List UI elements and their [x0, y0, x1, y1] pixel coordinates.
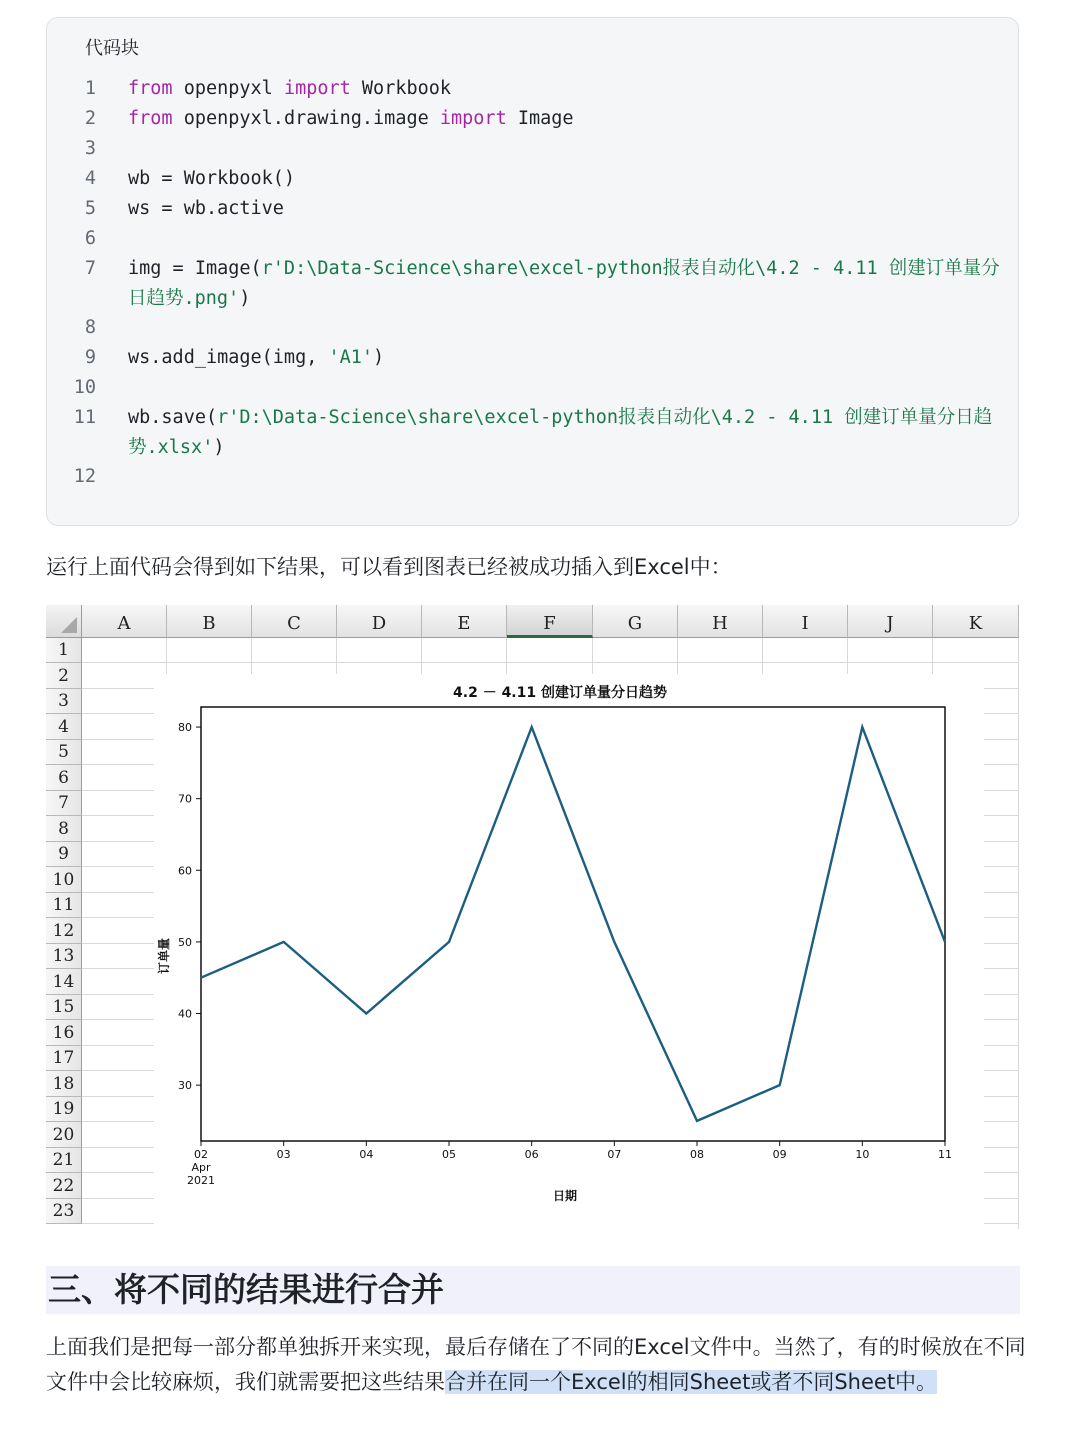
column-header-g[interactable]: G [593, 605, 678, 638]
x-axis-label: 日期 [552, 1189, 578, 1203]
x-tick-label: 11 [938, 1148, 952, 1161]
row-header-20[interactable]: 20 [46, 1122, 82, 1148]
code-block [46, 17, 1019, 526]
code-text: from openpyxl import Workbook [128, 78, 452, 99]
inserted-chart[interactable] [154, 674, 984, 1229]
line-number: 7 [84, 258, 96, 279]
row-header-9[interactable]: 9 [46, 842, 82, 867]
merge-description [46, 1330, 1026, 1400]
series-line [201, 727, 945, 1121]
code-line [47, 134, 1018, 164]
code-line [47, 74, 1018, 104]
chart-title: 4.2 － 4.11 创建订单量分日趋势 [453, 685, 667, 701]
x-tick-sublabel: Apr [191, 1161, 211, 1174]
line-number: 2 [84, 108, 96, 129]
row-header-16[interactable]: 16 [46, 1020, 82, 1046]
x-tick-sublabel: 2021 [187, 1174, 215, 1187]
line-number: 6 [84, 228, 96, 249]
row-header-7[interactable]: 7 [46, 791, 82, 816]
row-header-3[interactable]: 3 [46, 689, 82, 714]
column-header-b[interactable]: B [167, 605, 252, 638]
excel-sheet [46, 605, 1019, 1229]
x-tick-label: 09 [772, 1148, 787, 1161]
x-tick-label: 04 [359, 1148, 374, 1161]
y-tick-label: 30 [178, 1079, 192, 1093]
code-line [47, 224, 1018, 254]
line-number: 5 [84, 198, 96, 219]
code-text: ws = wb.active [128, 198, 284, 219]
row-header-12[interactable]: 12 [46, 918, 82, 944]
y-tick-label: 60 [178, 864, 192, 878]
result-description: 运行上面代码会得到如下结果，可以看到图表已经被成功插入到Excel中： [46, 555, 732, 579]
line-number: 10 [73, 377, 96, 398]
row-header-13[interactable]: 13 [46, 944, 82, 969]
highlighted-text: 合并在同一个Excel的相同Sheet或者不同Sheet中。 [445, 1370, 938, 1394]
column-header-f[interactable]: F [507, 605, 593, 638]
merge-description-text: 上面我们是把每一部分都单独拆开来实现，最后存储在了不同的Excel文件中。当然了，有的时候放在不同文件中会比较麻烦，我们就需要把这些结果 [46, 1335, 1026, 1394]
line-number: 1 [84, 78, 96, 99]
code-text: ws.add_image(img, 'A1') [128, 347, 385, 368]
row-header-1[interactable]: 1 [46, 638, 82, 663]
column-header-k[interactable]: K [933, 605, 1019, 638]
row-header-18[interactable]: 18 [46, 1071, 82, 1097]
column-header-c[interactable]: C [252, 605, 337, 638]
select-all-corner[interactable] [46, 605, 82, 638]
code-text: img = Image(r'D:\Data-Science\share\excel-python报表自动化\4.2 - 4.11 创建订单量分 日趋势.png') [128, 258, 1000, 309]
column-header-h[interactable]: H [678, 605, 763, 638]
plot-frame [201, 707, 945, 1141]
y-tick-label: 40 [178, 1007, 192, 1021]
line-chart [154, 674, 984, 1229]
code-line [47, 373, 1018, 403]
x-tick-label: 06 [524, 1148, 539, 1161]
row-header-15[interactable]: 15 [46, 995, 82, 1020]
column-header-i[interactable]: I [763, 605, 848, 638]
code-block-header: 代码块 [85, 38, 139, 59]
row-header-23[interactable]: 23 [46, 1199, 82, 1224]
row-header-21[interactable]: 21 [46, 1148, 82, 1173]
code-line [47, 194, 1018, 224]
row-header-14[interactable]: 14 [46, 969, 82, 995]
x-tick-label: 07 [607, 1148, 622, 1161]
column-header-a[interactable]: A [82, 605, 167, 638]
row-header-22[interactable]: 22 [46, 1173, 82, 1199]
column-header-e[interactable]: E [422, 605, 507, 638]
row-header-8[interactable]: 8 [46, 816, 82, 842]
code-line [47, 254, 1018, 309]
line-number: 11 [73, 407, 96, 428]
row-header-19[interactable]: 19 [46, 1097, 82, 1122]
line-number: 9 [84, 347, 96, 368]
column-header-d[interactable]: D [337, 605, 422, 638]
x-tick-label: 03 [276, 1148, 291, 1161]
code-text: from openpyxl.drawing.image import Image [128, 108, 574, 129]
code-text: wb = Workbook() [128, 168, 296, 189]
line-number: 12 [73, 466, 96, 487]
x-tick-label: 02 [194, 1148, 208, 1161]
y-tick-label: 50 [178, 935, 192, 949]
code-line [47, 403, 1018, 458]
select-all-icon [61, 617, 77, 633]
x-tick-label: 05 [442, 1148, 456, 1161]
code-line [47, 104, 1018, 134]
grid-line [1018, 638, 1019, 1229]
code-line [47, 462, 1018, 492]
code-text: wb.save(r'D:\Data-Science\share\excel-python报表自动化\4.2 - 4.11 创建订单量分日趋 势.xlsx') [128, 407, 993, 458]
x-tick-label: 08 [690, 1148, 704, 1161]
row-header-10[interactable]: 10 [46, 867, 82, 893]
row-header-11[interactable]: 11 [46, 893, 82, 918]
x-tick-label: 10 [855, 1148, 870, 1161]
row-header-4[interactable]: 4 [46, 714, 82, 740]
line-number: 3 [84, 138, 96, 159]
row-header-17[interactable]: 17 [46, 1046, 82, 1071]
column-header-j[interactable]: J [848, 605, 933, 638]
line-number: 8 [84, 317, 96, 338]
line-number: 4 [84, 168, 96, 189]
y-axis-label: 订单量 [157, 937, 171, 975]
code-line [47, 313, 1018, 343]
code-line [47, 164, 1018, 194]
section-heading: 三、将不同的结果进行合并 [48, 1270, 444, 1309]
row-header-5[interactable]: 5 [46, 740, 82, 765]
grid-line [82, 662, 1019, 663]
code-line [47, 343, 1018, 373]
y-tick-label: 70 [178, 792, 192, 806]
y-tick-label: 80 [178, 721, 192, 735]
row-header-6[interactable]: 6 [46, 765, 82, 791]
row-header-2[interactable]: 2 [46, 663, 82, 689]
